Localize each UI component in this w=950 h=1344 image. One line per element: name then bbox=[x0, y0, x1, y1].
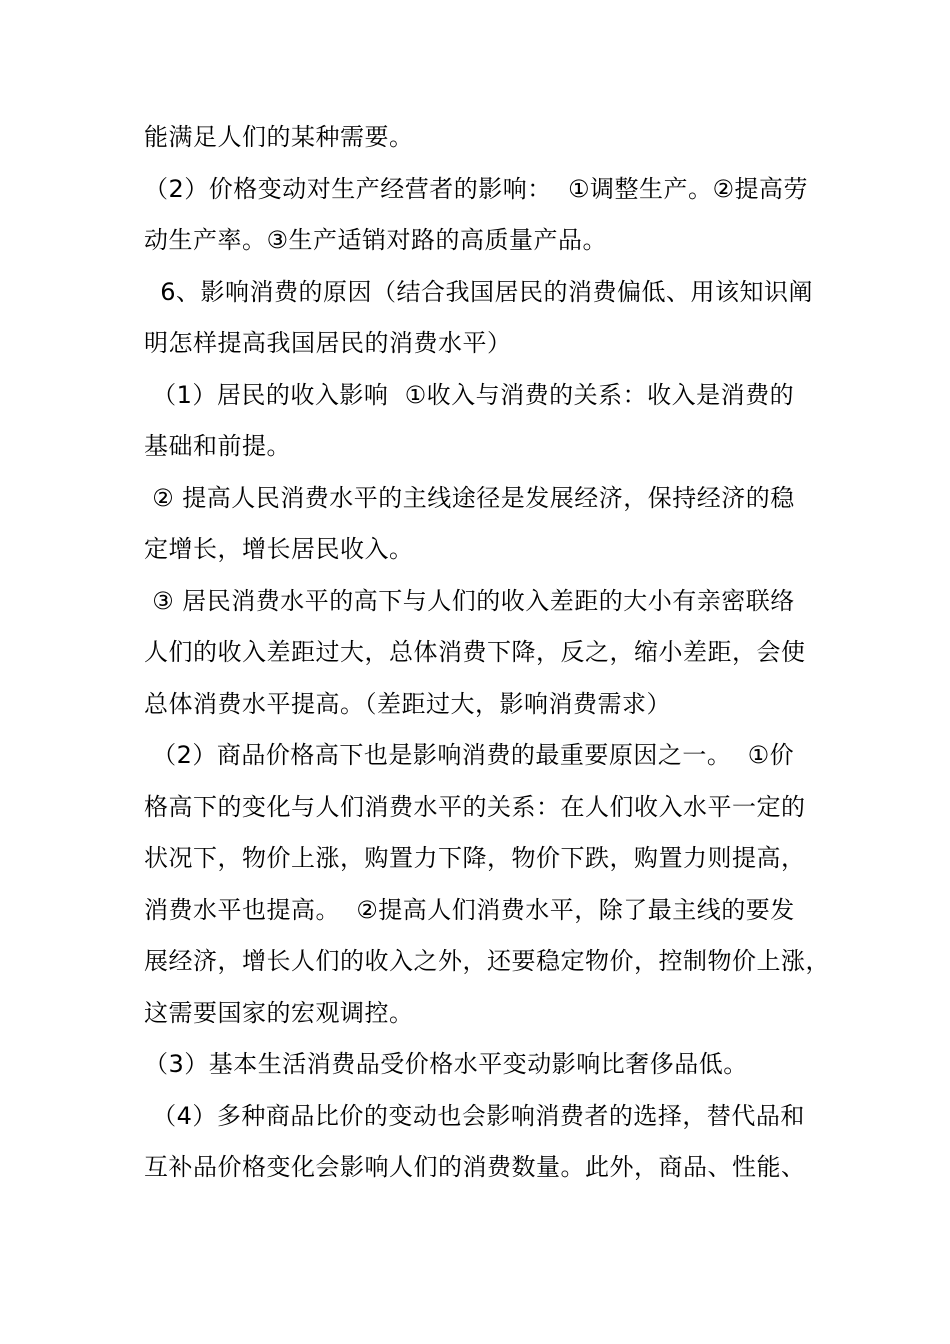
text-line: 互补品价格变化会影响人们的消费数量。此外，商品、性能、 bbox=[144, 1153, 806, 1181]
text-line: 状况下，物价上涨，购置力下降，物价下跌，购置力则提高， bbox=[144, 844, 806, 872]
text-line: 能满足人们的某种需要。 bbox=[144, 123, 414, 151]
text-line: ② 提高人民消费水平的主线途径是发展经济，保持经济的稳 bbox=[144, 484, 795, 512]
text-line: （3）基本生活消费品受价格水平变动影响比奢侈品低。 bbox=[144, 1050, 748, 1078]
text-line: 明怎样提高我国居民的消费水平） bbox=[144, 329, 512, 357]
text-line: 基础和前提。 bbox=[144, 432, 291, 460]
text-line: 6、影响消费的原因（结合我国居民的消费偏低、用该知识阐 bbox=[144, 278, 814, 306]
text-line: 展经济，增长人们的收入之外，还要稳定物价，控制物价上涨， bbox=[144, 947, 830, 975]
text-line: （1）居民的收入影响 ①收入与消费的关系：收入是消费的 bbox=[144, 381, 795, 409]
text-line: 总体消费水平提高。（差距过大，影响消费需求） bbox=[144, 690, 671, 718]
text-line: 格高下的变化与人们消费水平的关系：在人们收入水平一定的 bbox=[144, 793, 806, 821]
text-line: 人们的收入差距过大，总体消费下降，反之，缩小差距，会使 bbox=[144, 638, 806, 666]
text-line: ③ 居民消费水平的高下与人们的收入差距的大小有亲密联络 bbox=[144, 587, 795, 615]
text-line: 这需要国家的宏观调控。 bbox=[144, 999, 414, 1027]
text-line: （4）多种商品比价的变动也会影响消费者的选择，替代品和 bbox=[144, 1102, 805, 1130]
text-line: （2）价格变动对生产经营者的影响： ①调整生产。②提高劳 bbox=[144, 175, 809, 203]
text-line: 定增长，增长居民收入。 bbox=[144, 535, 414, 563]
text-line: （2）商品价格高下也是影响消费的最重要原因之一。 ①价 bbox=[144, 741, 795, 769]
text-line: 动生产率。③生产适销对路的高质量产品。 bbox=[144, 226, 608, 254]
text-line: 消费水平也提高。 ②提高人们消费水平，除了最主线的要发 bbox=[144, 896, 795, 924]
